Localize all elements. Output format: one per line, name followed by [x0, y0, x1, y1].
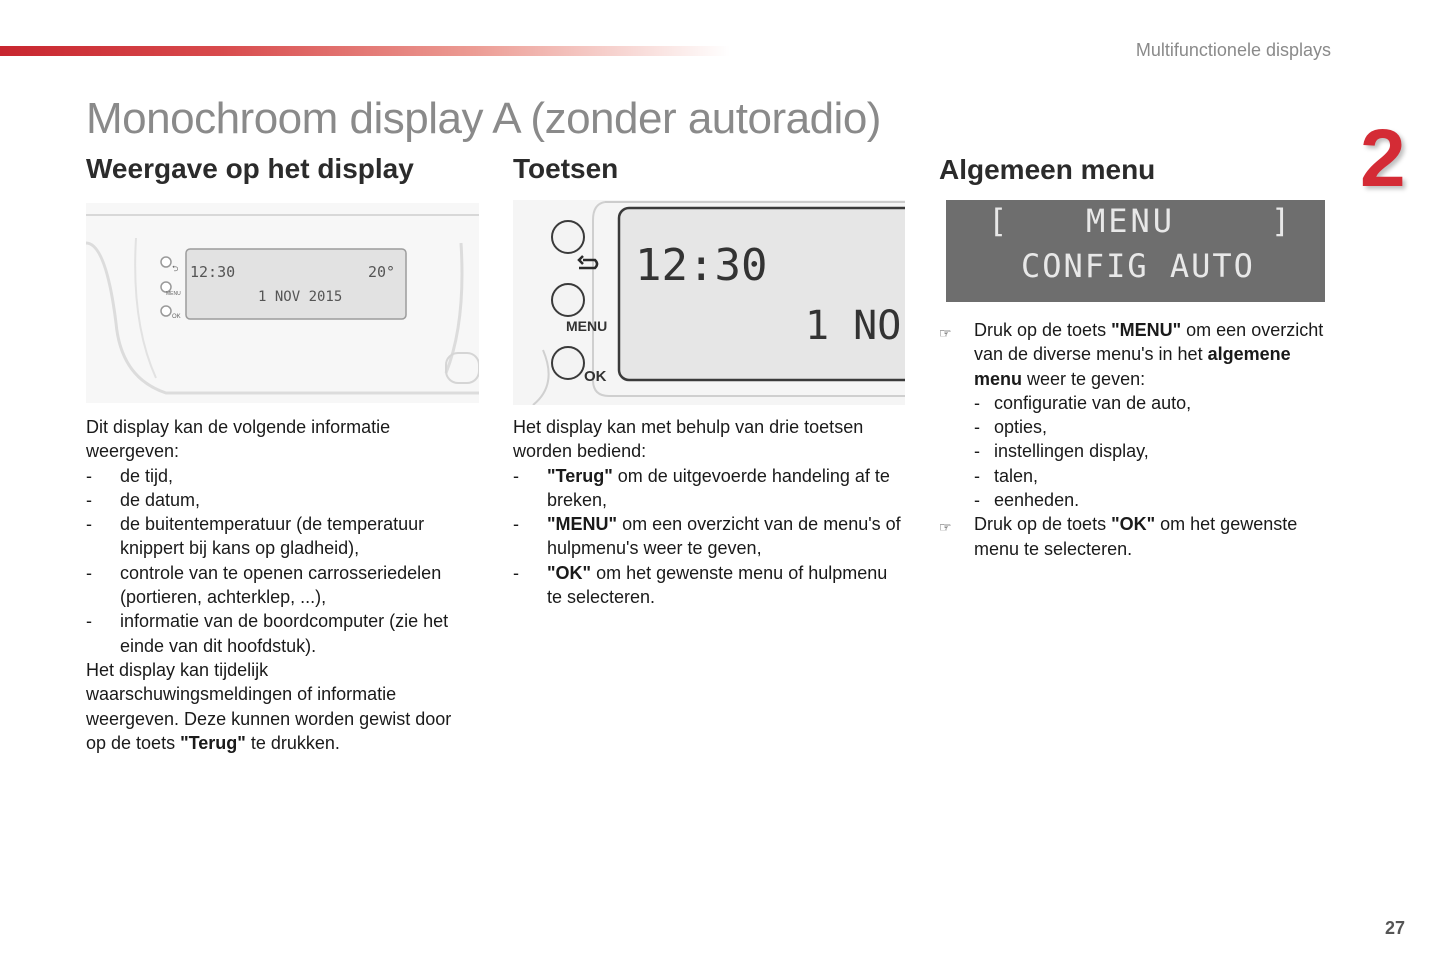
dashboard-display-figure	[86, 203, 479, 403]
list-item: - "Terug" om de uitgevoerde handeling af te breken,	[513, 465, 890, 510]
buttons-figure	[513, 200, 905, 405]
heading-display-info: Weergave op het display	[86, 153, 414, 184]
col1-outro: Het display kan tijdelijk waarschuwingsmeldingen of informatie weergeven. Deze kunnen worden gewist door op de toets "Terug" te drukken.	[86, 659, 452, 753]
col2-intro: Het display kan met behulp van drie toetsen worden bediend:	[513, 417, 864, 462]
col1-body	[86, 415, 476, 755]
instruction-bullet: ☞ Druk op de toets "MENU" om een overzicht van de diverse menu's in het algemene menu weer te geven:	[939, 320, 1324, 389]
fig1-date: 1 NOV 2015	[258, 289, 343, 305]
list-item: - de buitentemperatuur (de temperatuur knippert bij kans op gladheid),	[86, 514, 425, 559]
list-item: - talen,	[974, 465, 1039, 486]
fig1-menu-label: MENU	[166, 291, 181, 297]
fig1-time: 12:30	[190, 263, 236, 281]
heading-general-menu: Algemeen menu	[939, 154, 1156, 185]
header-accent-bar	[0, 46, 730, 56]
section-title: Multifunctionele displays	[1135, 40, 1331, 60]
menu-bracket-left: [	[988, 202, 1008, 240]
list-item: - opties,	[974, 417, 1048, 438]
list-item: - de datum,	[86, 489, 201, 510]
list-item: - instellingen display,	[974, 441, 1149, 462]
page-title: Monochroom display A (zonder autoradio)	[86, 94, 881, 143]
heading-buttons: Toetsen	[513, 153, 619, 184]
pointing-hand-icon: ☞	[939, 325, 952, 341]
list-item: - eenheden.	[974, 490, 1080, 511]
menu-line2: CONFIG AUTO	[1021, 247, 1255, 285]
fig2-date: 1 NO	[805, 303, 902, 349]
menu-bracket-right: ]	[1271, 202, 1291, 240]
fig2-menu-label: MENU	[566, 318, 608, 334]
list-item: - "MENU" om een overzicht van de menu's of hulpmenu's weer te geven,	[513, 514, 901, 559]
fig2-ok-label: OK	[584, 368, 607, 385]
menu-title: MENU	[1086, 202, 1176, 240]
col3-body	[939, 318, 1329, 561]
fig1-ok-label: OK	[172, 314, 181, 320]
fig1-back-label: ⮌	[172, 264, 179, 273]
page-number: 27	[1384, 918, 1405, 938]
list-item: - informatie van de boordcomputer (zie het einde van dit hoofdstuk).	[86, 611, 449, 656]
list-item: - configuratie van de auto,	[974, 392, 1192, 413]
pointing-hand-icon: ☞	[939, 519, 952, 536]
list-item: - controle van te openen carrosseriedelen (portieren, achterklep, ...),	[86, 562, 442, 608]
instruction-bullet: ☞ Druk op de toets "OK" om het gewenste menu te selecteren.	[939, 514, 1298, 559]
col2-body	[513, 415, 905, 609]
col1-intro: Dit display kan de volgende informatie weergeven:	[86, 417, 391, 462]
list-item: - de tijd,	[86, 465, 174, 486]
chapter-number: 2	[1360, 113, 1406, 204]
fig2-time: 12:30	[635, 240, 768, 291]
fig1-temp: 20°	[368, 263, 396, 281]
menu-display	[946, 200, 1325, 302]
list-item: - "OK" om het gewenste menu of hulpmenu te selecteren.	[513, 562, 888, 608]
